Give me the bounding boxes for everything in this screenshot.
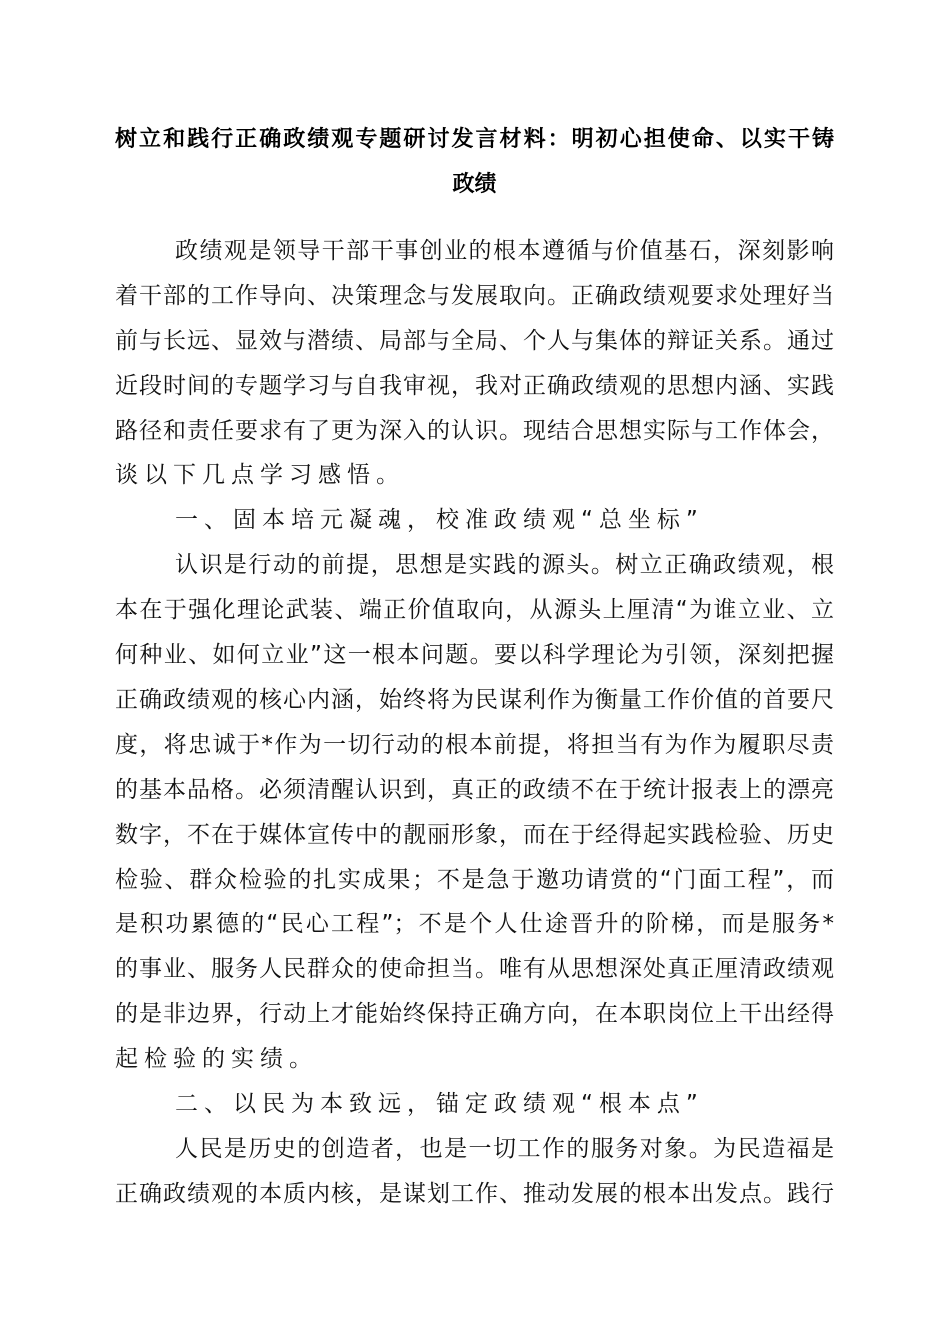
paragraph-line: 起检验的实绩。 (115, 1046, 318, 1072)
paragraph-line: 的事业、服务人民群众的使命担当。唯有从思想深处真正厘清政绩观 (115, 956, 834, 982)
paragraph-line: 路径和责任要求有了更为深入的认识。现结合思想实际与工作体会， (115, 418, 834, 444)
paragraph-line: 着干部的工作导向、决策理念与发展取向。正确政绩观要求处理好当 (115, 283, 834, 309)
paragraph-line: 认识是行动的前提，思想是实践的源头。树立正确政绩观，根 (175, 552, 834, 578)
paragraph-line: 人民是历史的创造者，也是一切工作的服务对象。为民造福是 (175, 1136, 834, 1162)
section-heading: 一、固本培元凝魂，校准政绩观“总坐标” (175, 507, 704, 533)
paragraph-line: 的基本品格。必须清醒认识到，真正的政绩不在于统计报表上的漂亮 (115, 777, 834, 803)
paragraph-line: 检验、群众检验的扎实成果；不是急于邀功请赏的“门面工程”，而 (115, 867, 834, 893)
paragraph-line: 正确政绩观的核心内涵，始终将为民谋利作为衡量工作价值的首要尺 (115, 687, 834, 713)
paragraph-line: 是积功累德的“民心工程”；不是个人仕途晋升的阶梯，而是服务* (115, 911, 834, 937)
document-title-line-2: 政绩 (452, 172, 497, 197)
section-heading: 二、以民为本致远，锚定政绩观“根本点” (175, 1091, 704, 1117)
document-title-line-1: 树立和践行正确政绩观专题研讨发言材料：明初心担使命、以实干铸 (115, 127, 834, 152)
paragraph-line: 度，将忠诚于*作为一切行动的根本前提，将担当有为作为履职尽责 (115, 732, 834, 758)
paragraph-line: 政绩观是领导干部干事创业的根本遵循与价值基石，深刻影响 (175, 238, 834, 264)
paragraph-line: 近段时间的专题学习与自我审视，我对正确政绩观的思想内涵、实践 (115, 373, 834, 399)
paragraph-line: 前与长远、显效与潜绩、局部与全局、个人与集体的辩证关系。通过 (115, 328, 834, 354)
paragraph-line: 何种业、如何立业”这一根本问题。要以科学理论为引领，深刻把握 (115, 642, 834, 668)
paragraph-line: 本在于强化理论武装、端正价值取向，从源头上厘清“为谁立业、立 (115, 597, 834, 623)
paragraph-line: 谈以下几点学习感悟。 (115, 462, 405, 488)
paragraph-line: 的是非边界，行动上才能始终保持正确方向，在本职岗位上干出经得 (115, 1001, 834, 1027)
paragraph-line: 正确政绩观的本质内核，是谋划工作、推动发展的根本出发点。践行 (115, 1181, 834, 1207)
paragraph-line: 数字，不在于媒体宣传中的靓丽形象，而在于经得起实践检验、历史 (115, 822, 834, 848)
